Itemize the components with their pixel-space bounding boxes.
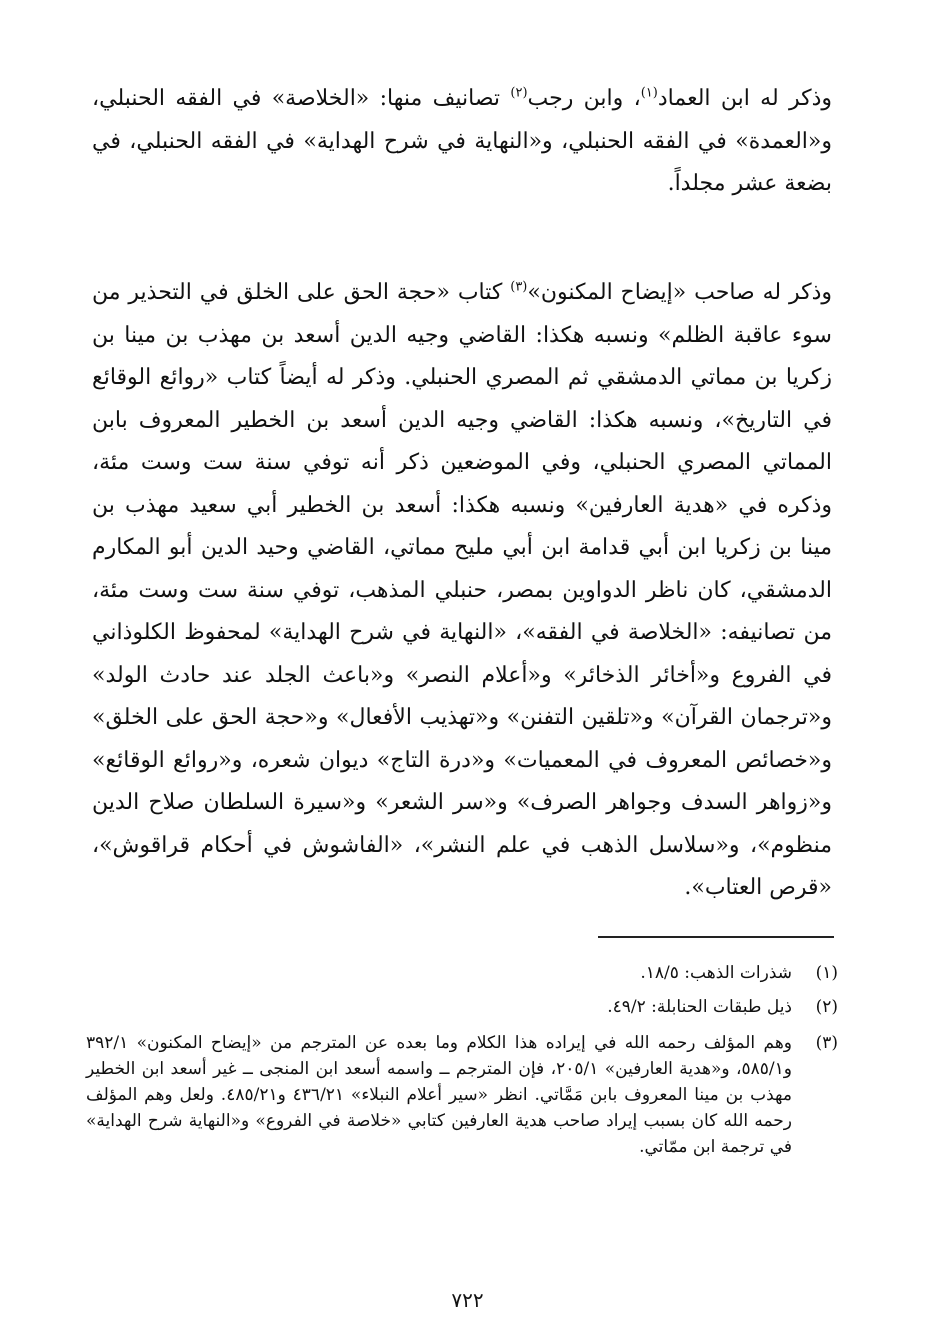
text-run: وذكر له صاحب «إيضاح المكنون» (527, 280, 832, 305)
footnote-number: (٣) (815, 1033, 838, 1053)
footnote-text: ذيل طبقات الحنابلة: ٤٩/٢. (607, 997, 792, 1017)
footnote-number: (١) (815, 963, 838, 983)
footnote-2 (86, 994, 838, 1020)
page-number: ٧٢٢ (451, 1288, 484, 1312)
footnote-1 (86, 960, 838, 986)
footnote-ref-2: (٢) (510, 85, 528, 101)
footnote-divider (598, 936, 834, 938)
footnote-number: (٢) (815, 997, 838, 1017)
footnote-ref-1: (١) (640, 85, 658, 101)
footnote-text: شذرات الذهب: ١٨/٥. (640, 963, 792, 983)
body-paragraph (92, 78, 832, 206)
text-run: كتاب «حجة الحق على الخلق في التحذير من سوء عاقبة الظلم» ونسبه هكذا: القاضي وجيه الدين أسعد بن مهذب بن مينا بن زكريا بن مماتي الدمشقي ثم المصري الحنبلي. وذكر له أيضاً كتاب «روائع الوقائع في التاريخ»، ونسبه هكذا: القاضي وجيه الدين أسعد بن الخطير المعروف بابن المماتي المصري الحنبلي، وفي الموضعين ذكر أنه توفي سنة ست وست مئة، وذكره في «هدية العارفين» ونسبه هكذا: أسعد بن الخطير أبي سعيد مهذب بن مينا بن زكريا ابن أبي قدامة ابن أبي مليح مماتي، القاضي وحيد الدين أبو المكارم الدمشقي، كان ناظر الدواوين بمصر، حنبلي المذهب، توفي سنة ست وست مئة، من تصانيفه: «الخلاصة في الفقه»، «النهاية في شرح الهداية» لمحفوظ الكلوذاني في الفروع و«أخائر الذخائر» و«أعلام النصر» و«باعث الجلد عند حادث الولد» و«ترجمان القرآن» و«تلقين التفنن» و«تهذيب الأفعال» و«حجة الحق على الخلق» و«خصائص المعروف في المعميات» و«درة التاج» ديوان شعره، و«روائع الوقائع» و«زواهر السدف وجواهر الصرف» و«سر الشعر» و«سيرة السلطان صلاح الدين منظوم»، و«سلاسل الذهب في علم النشر»، «الفاشوش في أحكام قراقوش»، «قرص العتاب». (92, 280, 832, 900)
body-paragraph (92, 272, 832, 910)
footnote-text: وهم المؤلف رحمه الله في إيراده هذا الكلام وما بعده عن المترجم من «إيضاح المكنون» ٣٩٢/١ و٥٨٥/١، و«هدية العارفين» ٢٠٥/١، فإن المترجم ــ واسمه أسعد ابن المنجى ــ غير أسعد ابن الخطير مهذب بن مينا المعروف بابن مَمَّاتي. انظر «سير أعلام النبلاء» ٤٣٦/٢١ و٤٨٥/٢١. ولعل وهم المؤلف رحمه الله كان بسبب إيراد صاحب هدية العارفين كتابي «خلاصة في الفروع» و«النهاية شرح الهداية» في ترجمة ابن ممّاتي. (86, 1033, 792, 1157)
text-run: وذكر له ابن العماد (657, 86, 833, 111)
text-run: تصانيف منها: «الخلاصة» في الفقه الحنبلي، و«العمدة» في الفقه الحنبلي، و«النهاية في شرح الهداية» في الفقه الحنبلي، في بضعة عشر مجلداً. (92, 86, 832, 196)
footnote-3 (86, 1030, 838, 1160)
footnote-ref-3: (٣) (510, 279, 528, 295)
text-run: ، وابن رجب (527, 86, 641, 111)
